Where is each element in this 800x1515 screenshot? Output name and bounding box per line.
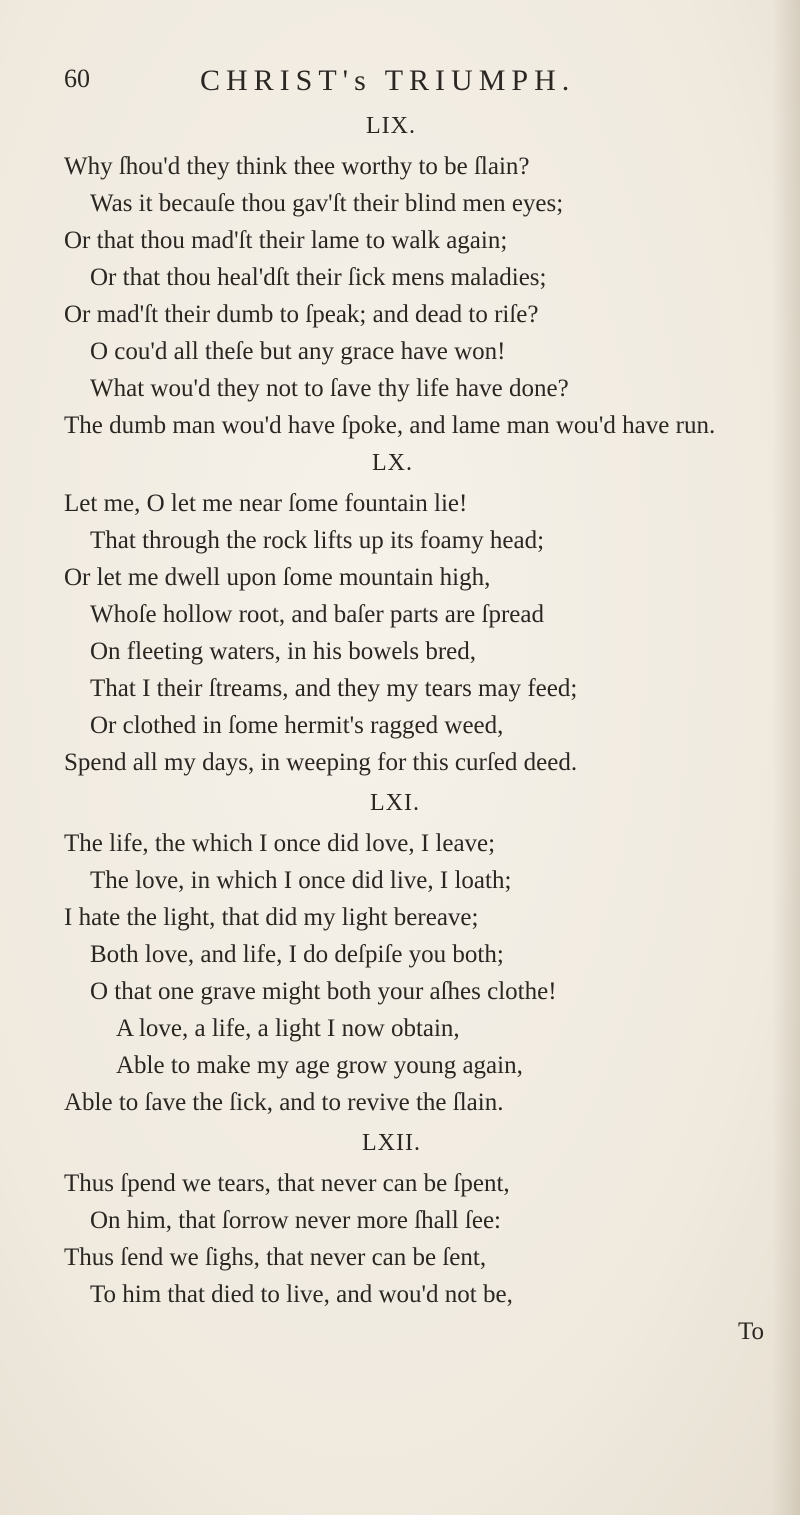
stanza-number: LXI. (370, 790, 420, 816)
page-number: 60 (64, 64, 90, 93)
stanza-number: LX. (372, 450, 413, 476)
verse-line: The life, the which I once did love, I leave; (64, 830, 496, 857)
running-title: CHRIST's TRIUMPH. (200, 64, 576, 97)
verse-line: What wou'd they not to ſave thy life have done? (90, 375, 569, 402)
verse-line: That I their ſtreams, and they my tears may feed; (90, 675, 578, 702)
verse-line: Spend all my days, in weeping for this curſed deed. (64, 749, 578, 776)
verse-line: On fleeting waters, in his bowels bred, (90, 638, 477, 665)
catchword: To (738, 1318, 765, 1345)
verse-line: Or that thou heal'dſt their ſick mens maladies; (90, 264, 547, 291)
stanza-number: LXII. (362, 1130, 421, 1156)
verse-line: O cou'd all theſe but any grace have won! (90, 338, 506, 365)
verse-line: Or that thou mad'ſt their lame to walk again; (64, 227, 508, 254)
verse-line: The love, in which I once did live, I loath; (90, 867, 512, 894)
verse-line: To him that died to live, and wou'd not be, (90, 1281, 513, 1308)
verse-line: Thus ſpend we tears, that never can be ſpent, (64, 1170, 510, 1197)
verse-line: Or mad'ſt their dumb to ſpeak; and dead to riſe? (64, 301, 539, 328)
stanza-number: LIX. (366, 113, 416, 139)
verse-line: Thus ſend we ſighs, that never can be ſent, (64, 1244, 487, 1271)
verse-line: Why ſhou'd they think thee worthy to be ſlain? (64, 153, 530, 180)
verse-line: On him, that ſorrow never more ſhall ſee: (90, 1207, 501, 1234)
verse-line: Let me, O let me near ſome fountain lie! (64, 490, 468, 517)
verse-line: Was it becauſe thou gav'ſt their blind men eyes; (90, 190, 564, 217)
verse-line: Able to ſave the ſick, and to revive the ſlain. (64, 1089, 504, 1116)
verse-line: Or clothed in ſome hermit's ragged weed, (90, 712, 504, 739)
page-edge-shadow (772, 0, 800, 1515)
verse-line: O that one grave might both your aſhes clothe! (90, 978, 557, 1005)
verse-line: A love, a life, a light I now obtain, (116, 1015, 460, 1042)
verse-line: I hate the light, that did my light bereave; (64, 904, 479, 931)
verse-line: The dumb man wou'd have ſpoke, and lame man wou'd have run. (64, 412, 716, 439)
verse-line: Both love, and life, I do deſpiſe you both; (90, 941, 504, 968)
verse-line: Able to make my age grow young again, (116, 1052, 523, 1079)
verse-line: That through the rock lifts up its foamy head; (90, 527, 545, 554)
verse-line: Or let me dwell upon ſome mountain high, (64, 564, 491, 591)
running-head (64, 64, 744, 104)
verse-line: Whoſe hollow root, and baſer parts are ſpread (90, 601, 544, 628)
